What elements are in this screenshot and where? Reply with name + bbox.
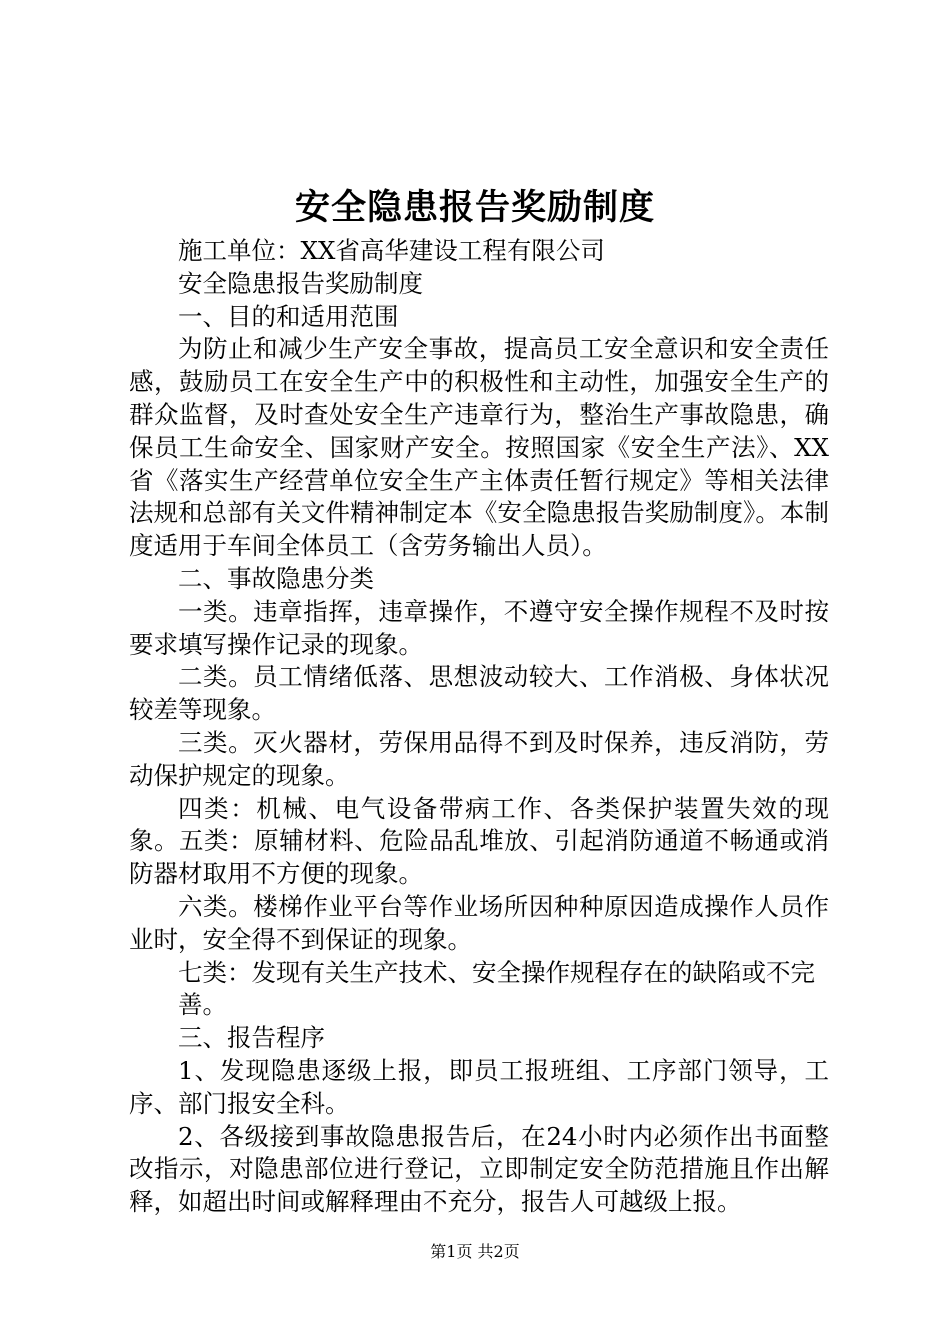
section-heading-classification: 二、事故隐患分类 — [178, 563, 374, 593]
paragraph-class-2: 二类。员工情绪低落、思想波动较大、工作消极、身体状况较差等现象。 — [129, 662, 829, 725]
section-heading-purpose: 一、目的和适用范围 — [178, 301, 399, 331]
paragraph-class-3: 三类。灭火器材，劳保用品得不到及时保养，违反消防，劳动保护规定的现象。 — [129, 727, 829, 790]
paragraph-class-4-5: 四类：机械、电气设备带病工作、各类保护装置失效的现象。五类：原辅材料、危险品乱堆放、引起消防通道不畅通或消防器材取用不方便的现象。 — [129, 793, 829, 889]
paragraph-class-1: 一类。违章指挥，违章操作，不遵守安全操作规程不及时按要求填写操作记录的现象。 — [129, 596, 829, 659]
section-heading-procedure: 三、报告程序 — [178, 1023, 325, 1053]
paragraph-subtitle: 安全隐患报告奖励制度 — [178, 268, 423, 298]
paragraph-procedure-2: 2、各级接到事故隐患报告后，在24小时内必须作出书面整改指示，对隐患部位进行登记，立即制定安全防范措施且作出解释，如超出时间或解释理由不充分，报告人可越级上报。 — [129, 1121, 829, 1217]
paragraph-procedure-1: 1、发现隐患逐级上报，即员工报班组、工序部门领导，工序、部门报安全科。 — [129, 1055, 829, 1118]
document-body — [129, 235, 829, 1219]
paragraph-purpose: 为防止和减少生产安全事故，提高员工安全意识和安全责任感，鼓励员工在安全生产中的积极性和主动性，加强安全生产的群众监督，及时查处安全生产违章行为，整治生产事故隐患，确保员工生命安全、国家财产安全。按照国家《安全生产法》、XX省《落实生产经营单位安全生产主体责任暂行规定》等相关法律法规和总部有关文件精神制定本《安全隐患报告奖励制度》。本制度适用于车间全体员工（含劳务输出人员）。 — [129, 334, 829, 561]
page-footer: 第1页 共2页 — [430, 1242, 520, 1261]
paragraph-class-7: 七类：发现有关生产技术、安全操作规程存在的缺陷或不完 — [178, 957, 815, 987]
paragraph-contractor: 施工单位：XX省高华建设工程有限公司 — [178, 236, 605, 265]
paragraph-class-6: 六类。楼梯作业平台等作业场所因种种原因造成操作人员作业时，安全得不到保证的现象。 — [129, 891, 829, 954]
document-title: 安全隐患报告奖励制度 — [294, 187, 655, 228]
paragraph-class-7-end: 善。 — [178, 990, 227, 1020]
